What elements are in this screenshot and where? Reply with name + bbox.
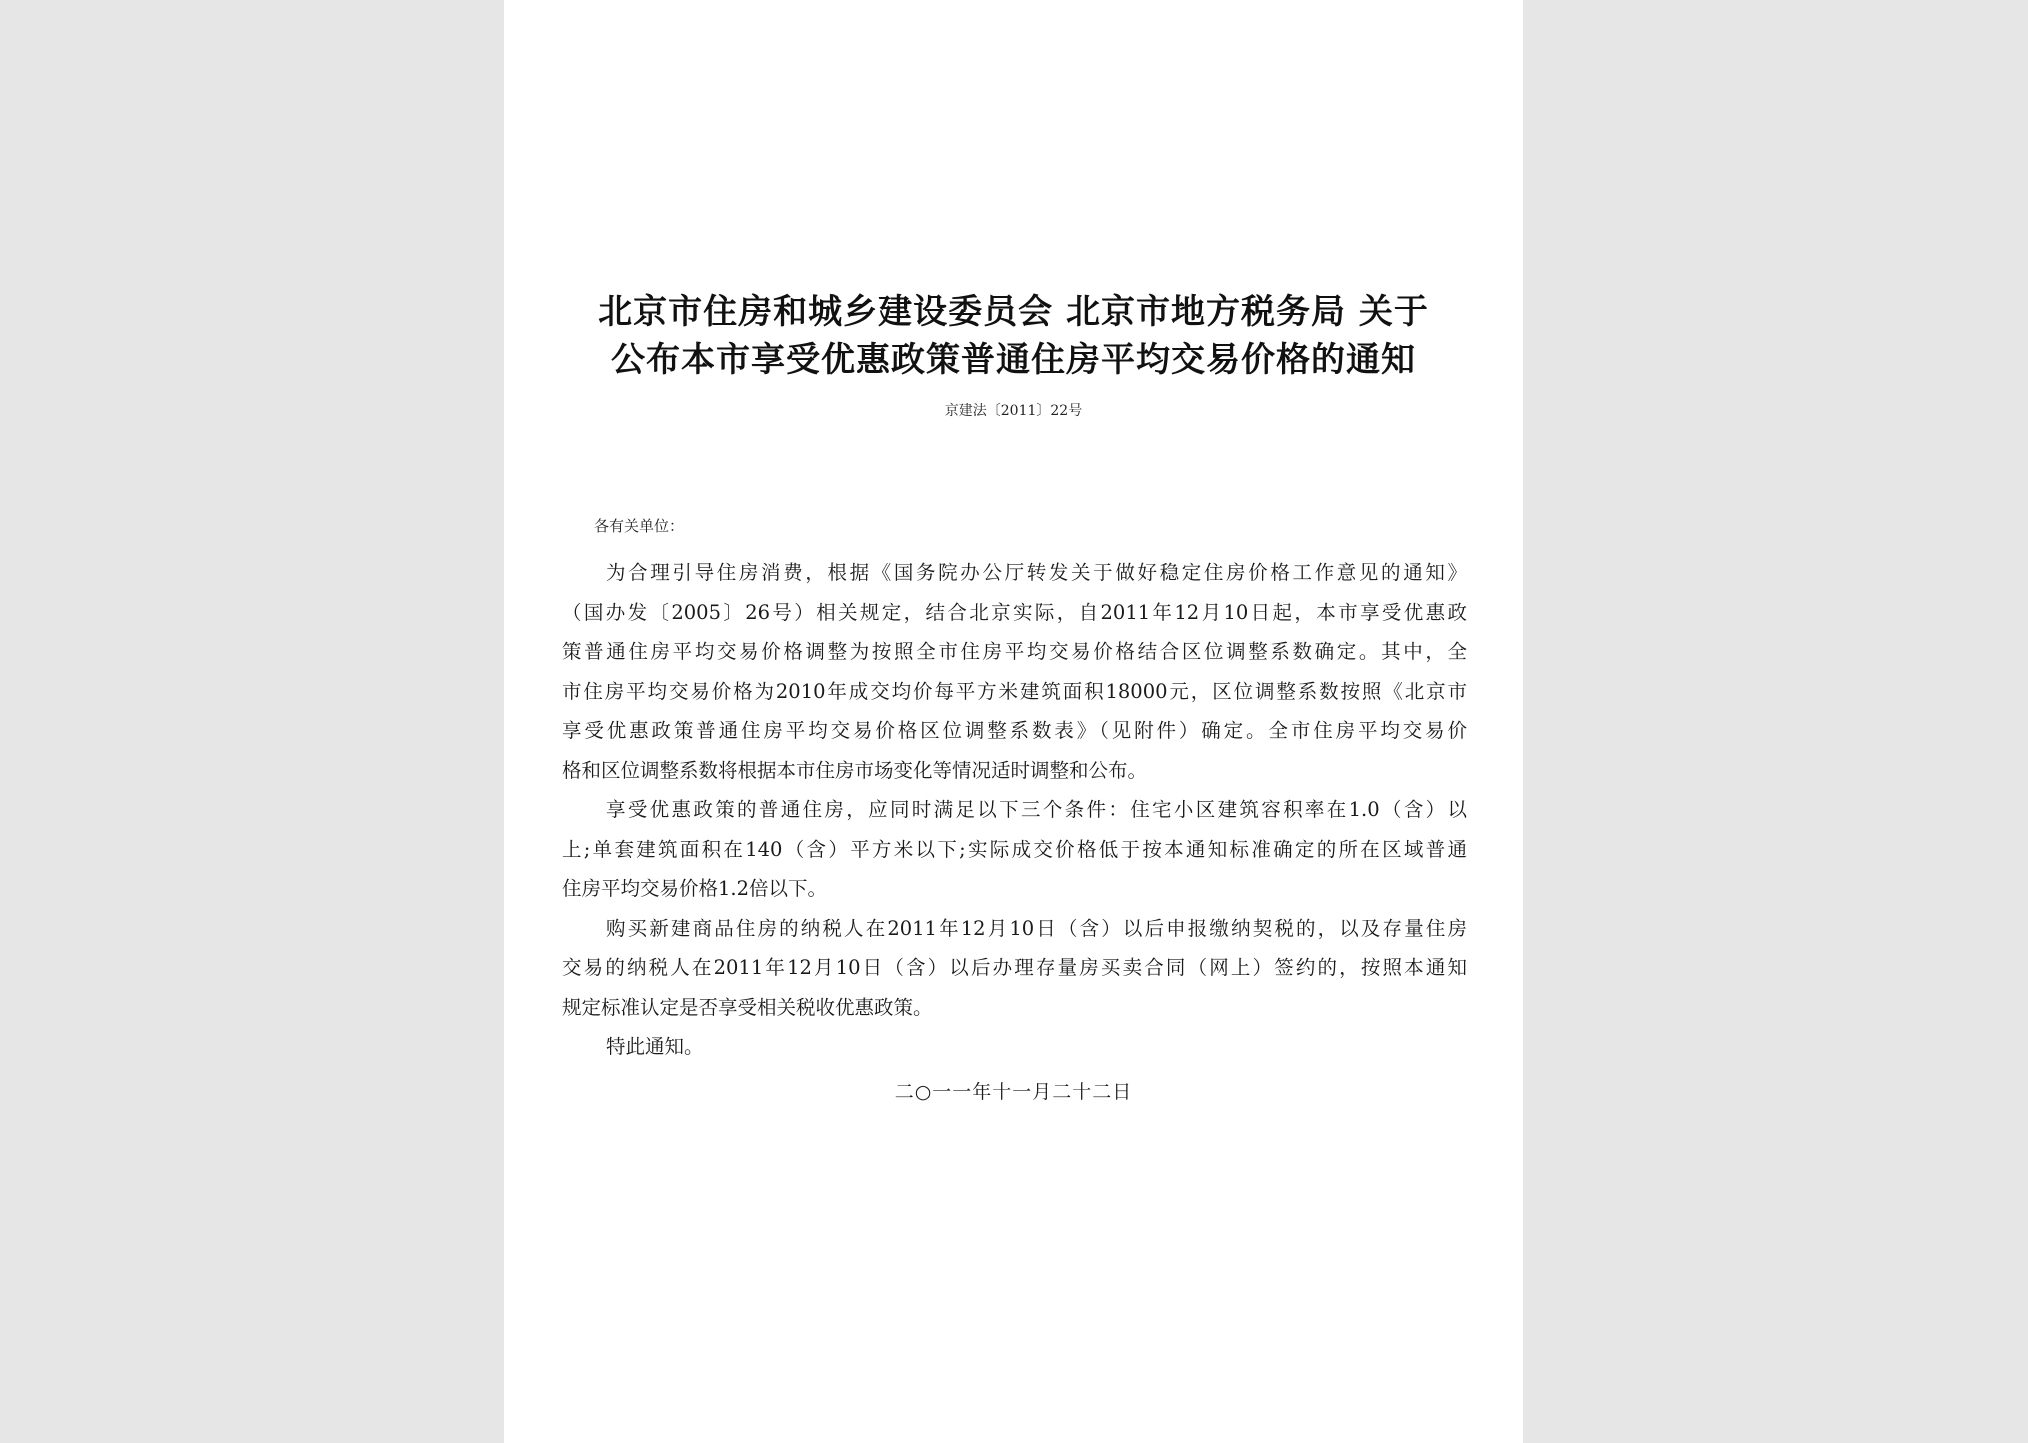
paragraph-2-line-1: 享受优惠政策的普通住房，应同时满足以下三个条件：住宅小区建筑容积率在1.0（含）以 xyxy=(606,798,1467,821)
paragraph-3-line-3: 规定标准认定是否享受相关税收优惠政策。 xyxy=(562,995,933,1019)
salutation: 各有关单位： xyxy=(594,517,685,535)
title-line-1: 北京市住房和城乡建设委员会 北京市地方税务局 关于 xyxy=(598,292,1429,332)
paragraph-2-line-2: 上;单套建筑面积在140（含）平方米以下;实际成交价格低于按本通知标准确定的所在区域普通 xyxy=(562,837,1467,861)
document-number: 京建法〔2011〕22号 xyxy=(944,403,1083,419)
closing-line: 特此通知。 xyxy=(606,1035,704,1058)
paragraph-1-line-3: 策普通住房平均交易价格调整为按照全市住房平均交易价格结合区位调整系数确定。其中，全 xyxy=(562,640,1467,663)
paragraph-1-line-2: （国办发〔2005〕26号）相关规定，结合北京实际，自2011年12月10日起，本市享受优惠政 xyxy=(562,600,1467,624)
paragraph-1-line-6: 格和区位调整系数将根据本市住房市场变化等情况适时调整和公布。 xyxy=(562,758,1148,782)
paragraph-1-line-4: 市住房平均交易价格为2010年成交均价每平方米建筑面积18000元，区位调整系数按照《北京市 xyxy=(562,679,1467,703)
document-page xyxy=(504,0,1523,1443)
document-date: 二○一一年十一月二十二日 xyxy=(894,1081,1133,1103)
paragraph-1-line-5: 享受优惠政策普通住房平均交易价格区位调整系数表》（见附件）确定。全市住房平均交易价 xyxy=(562,719,1467,742)
paragraph-3-line-1: 购买新建商品住房的纳税人在2011年12月10日（含）以后申报缴纳契税的，以及存量住房 xyxy=(606,916,1467,940)
paragraph-3-line-2: 交易的纳税人在2011年12月10日（含）以后办理存量房买卖合同（网上）签约的，按照本通知 xyxy=(562,956,1467,979)
paragraph-2-line-3: 住房平均交易价格1.2倍以下。 xyxy=(562,877,828,900)
document-title xyxy=(544,288,1483,384)
title-line-2: 公布本市享受优惠政策普通住房平均交易价格的通知 xyxy=(611,340,1416,380)
paragraph-1-line-1: 为合理引导住房消费，根据《国务院办公厅转发关于做好稳定住房价格工作意见的通知》 xyxy=(606,561,1467,584)
document-body xyxy=(562,553,1467,1067)
